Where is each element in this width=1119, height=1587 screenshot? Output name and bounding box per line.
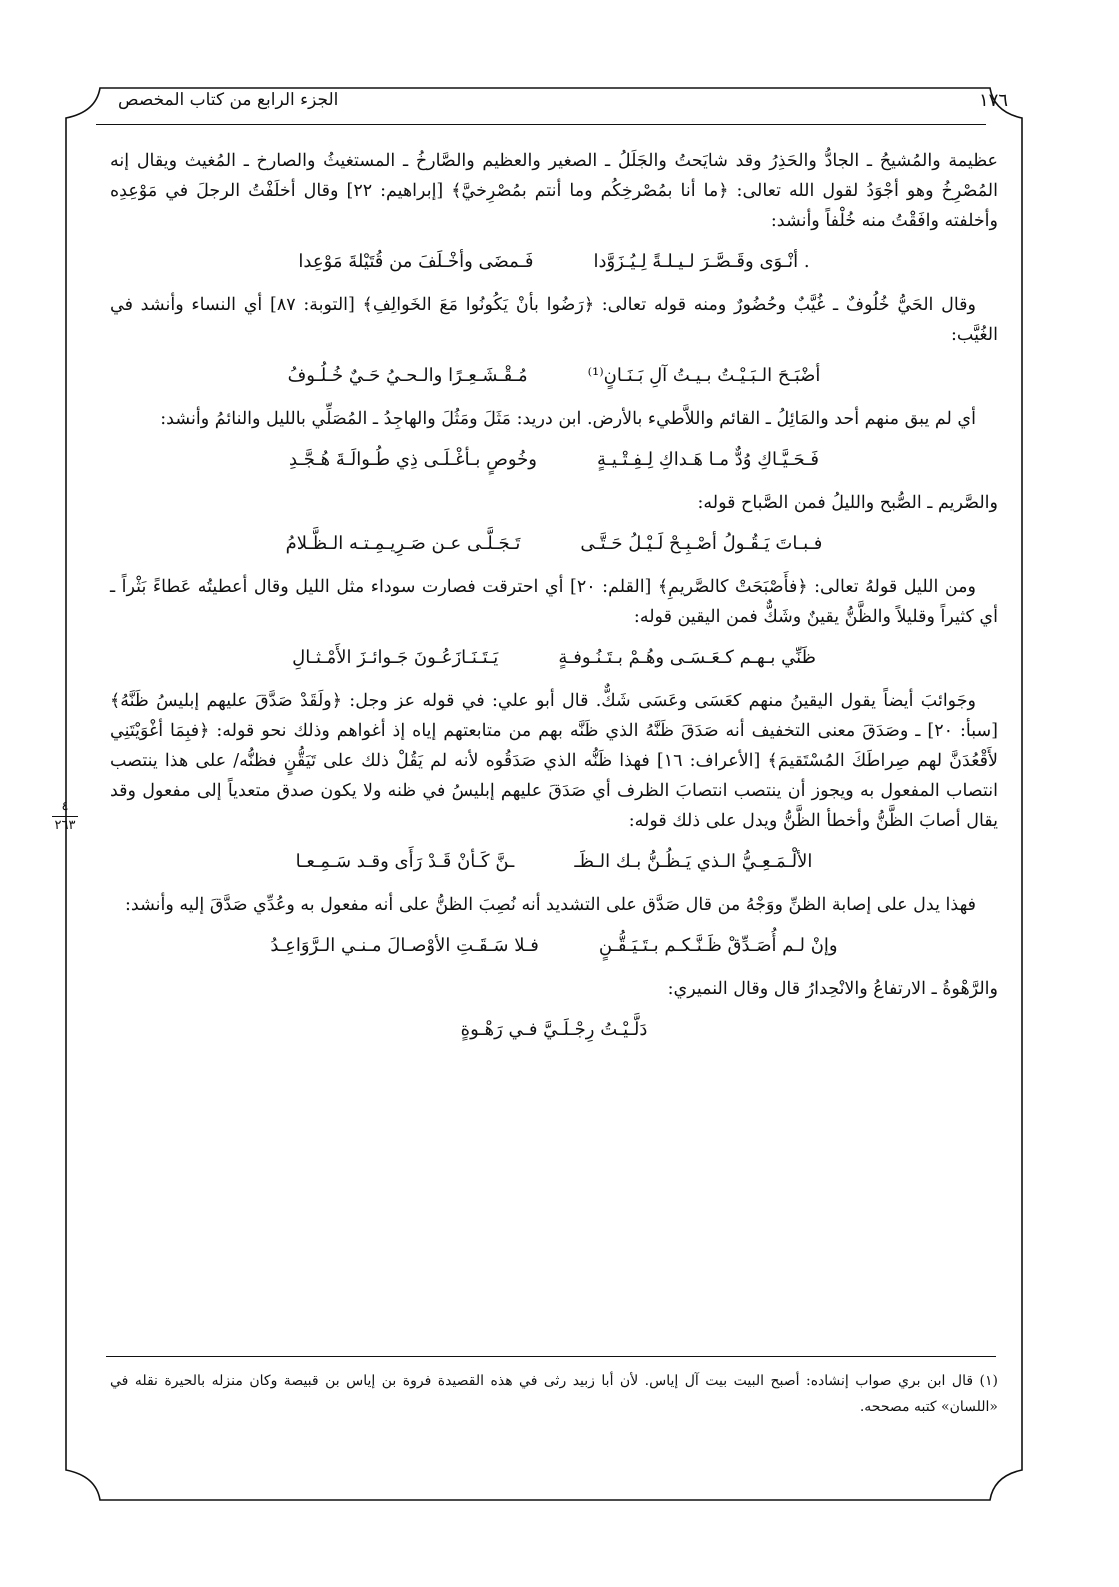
page-header bbox=[118, 84, 1008, 124]
verse bbox=[110, 1014, 998, 1046]
paragraph: ومن الليل قولهُ تعالى: ﴿فأَصْبَحَتْ كالصَّريمِ﴾ [القلم: ٢٠] أي احترقت فصارت سوداء مثل الليل وقال أعطيتُه عَطاءً بَثْراً ـ أي كثيراً وقليلاً والظَّنُّ يقينٌ وشَكٌّ فمن اليقين قوله: bbox=[110, 577, 998, 627]
margin-reference-bottom: ٢٦٣ bbox=[54, 818, 76, 833]
margin-reference-top: ٤ bbox=[61, 799, 69, 814]
verse-hemistich-first: دَلَّـيْـتُ رِجْـلَـيَّ فـي رَهْـوةٍ bbox=[460, 1019, 648, 1040]
verse-hemistich-second: تَـجَـلَّـى عـن صَـرِيـمِـتـه الـظَّـلامُ bbox=[285, 533, 521, 554]
verse-hemistich-first: . أنْـوَى وقَـصَّـرَ لـيـلـةً لِـيُـزَوَّدا bbox=[593, 251, 810, 272]
verse bbox=[110, 930, 998, 962]
header-rule bbox=[96, 124, 986, 125]
verse-hemistich-first: فَـحَـيَّـاكِ وُدٌّ مـا هَـداكِ لِـفِـتْـيـةٍ bbox=[596, 449, 820, 470]
verse bbox=[110, 360, 998, 392]
verse-hemistich-first: فـبـاتَ يَـقُـولُ أصْـبِـحْ لَـيْـلُ حَـتَّـى bbox=[580, 533, 823, 554]
verse-hemistich-second: مُـقْـشَـعِـرًا والـحـيُ حَـيٌ خُـلُـوفُ bbox=[287, 365, 528, 386]
verse-hemistich-second: وخُوصٍ بـأغْـلَـى ذِي طُـوالَـةَ هُـجَّـدِ bbox=[288, 449, 537, 470]
paragraph: وجَوائبَ أيضاً يقول اليقينُ منهم كعَسَى وعَسَى شَكٌّ. قال أبو علي: في قوله عز وجل: ﴿ولَقَدْ صَدَّقَ عليهم إبليسُ ظَنَّهُ﴾ [سبأ: ٢٠] ـ وصَدَقَ معنى التخفيف أنه صَدَقَ ظَنَّهُ الذي ظَنَّه بهم من متابعتهم إياه إذ أغواهم وذلك نحو قوله: ﴿فبِمَا أغْوَيْتَنِي لأَقْعُدَنَّ لهم صِراطَكَ المُسْتَقيمَ﴾ [الأعراف: ١٦] فهذا ظَنُّه الذي صَدَقُوه لأنه لم يَقُلْ ذلك على تَيَقُّنٍ فظنُّه/ على هذا ينتصب انتصاب المفعول به ويجوز أن ينتصب انتصابَ الظرف أي صَدَقَ عليهم إبليسُ في ظنه ولا يكون صدق متعدياً إلى مفعول وقد يقال أصابَ الظَّنُّ وأخطأ الظَّنُّ ويدل على ذلك قوله: bbox=[110, 691, 998, 831]
margin-reference-bar bbox=[52, 816, 78, 817]
main-text bbox=[110, 146, 998, 1058]
verse bbox=[110, 642, 998, 674]
running-title: الجزء الرابع من كتاب المخصص bbox=[118, 90, 339, 110]
paragraph: فهذا يدل على إصابة الظنِّ ووَجْهُ من قال صَدَّق على التشديد أنه نُصِبَ الظنُّ على أنه مفعول به وعُدِّي صَدَّقَ إليه وأنشد: bbox=[124, 895, 976, 915]
margin-reference bbox=[52, 800, 78, 833]
paragraph: أي لم يبق منهم أحد والمَائِلُ ـ القائم واللاَّطيء بالأرض. ابن دريد: مَثَلَ ومَثُلَ والهاجِدُ ـ المُصَلِّي بالليل والنائمُ وأنشد: bbox=[160, 409, 976, 429]
verse bbox=[110, 246, 998, 278]
paragraph: والصَّريم ـ الصُّبح والليلُ فمن الصَّباح قوله: bbox=[697, 493, 998, 513]
verse-hemistich-second: ـنَّ كَـأنْ قَـدْ رَأَى وقـد سَـمِـعـا bbox=[295, 851, 515, 872]
verse-hemistich-first: أضْبَـحَ الـبَـيْـتُ بـيـتُ آلِ بَـنَـانٍ⁽¹⁾ bbox=[587, 365, 821, 386]
verse-hemistich-first: الألْـمَـعِـيُّ الـذي يَـظُـنُّ بـك الـظَـ bbox=[574, 851, 813, 872]
verse bbox=[110, 846, 998, 878]
paragraph: والرَّهْوةُ ـ الارتفاعُ والانْحِدارُ قال وقال النميري: bbox=[667, 979, 998, 999]
verse-hemistich-second: فـلا سَـقَـتِ الأوْصـالَ مـنـي الـرَّوَاعِـدُ bbox=[270, 935, 539, 956]
verse-hemistich-second: فَـمضَى وأخْـلَفَ من قُتَيْلةَ مَوْعِدا bbox=[298, 251, 534, 272]
verse bbox=[110, 528, 998, 560]
verse-hemistich-first: وإنْ لـم أُصَـدِّقْ ظَـنَّـكـم بـتَـيَـقُّـنٍ bbox=[598, 935, 838, 956]
verse-hemistich-second: يَـتَـنَـازَعُـونَ جَـوائـزَ الأَمْـثـالِ bbox=[292, 647, 499, 668]
page-number: ١٧٦ bbox=[978, 90, 1008, 111]
footnote: (١) قال ابن بري صواب إنشاده: أصبح البيت بيت آل إياس. لأن أبا زبيد رثى في هذه القصيدة فروة بن إياس بن قبيصة وكان منزله بالحيرة نقله في «اللسان» كتبه مصححه. bbox=[110, 1373, 998, 1415]
paragraph: عظيمة والمُشيحُ ـ الجادُّ والحَذِرُ وقد شايَحتُ والجَلَلُ ـ الصغير والعظيم والصَّارخُ ـ المستغيثُ والصارخ ـ المُغيث ويقال إنه المُصْرِخُ وهو أجْوَدُ لقول الله تعالى: ﴿ما أنا بمُصْرخِكُم وما أنتم بمُصْرِخيَّ﴾ [إبراهيم: ٢٢] وقال أخلَفْتُ الرجلَ في مَوْعِدِه وأخلفته وافَقْتُ منه خُلْفاً وأنشد: bbox=[110, 151, 999, 231]
paragraph: وقال الحَيُّ خُلُوفٌ ـ غُيَّبٌ وحُضُورٌ ومنه قوله تعالى: ﴿رَضُوا بأنْ يَكُونُوا مَعَ الخَوالِفِ﴾ [التوبة: ٨٧] أي النساء وأنشد في الغُيَّب: bbox=[110, 295, 998, 345]
verse-hemistich-first: ظَنِّي بـهـم كـعَـسَـى وهُـمْ بـتَـنُـوفـةٍ bbox=[558, 647, 816, 668]
verse bbox=[110, 444, 998, 476]
footnote-rule bbox=[106, 1356, 996, 1357]
